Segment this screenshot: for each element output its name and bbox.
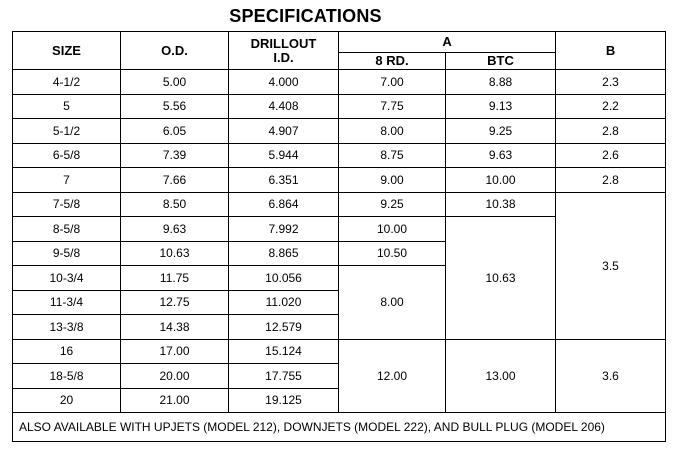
cell-size: 5-1/2 (13, 119, 121, 144)
cell-id: 5.944 (229, 143, 339, 168)
cell-id: 17.755 (229, 364, 339, 389)
header-drillout: DRILLOUT (250, 35, 317, 51)
cell-b: 2.2 (556, 94, 666, 119)
cell-id: 12.579 (229, 315, 339, 340)
cell-size: 18-5/8 (13, 364, 121, 389)
cell-b-merged: 3.6 (556, 339, 666, 413)
cell-btc: 9.13 (446, 94, 556, 119)
cell-od: 6.05 (121, 119, 229, 144)
cell-8rd-merged: 12.00 (339, 339, 446, 413)
cell-btc: 10.00 (446, 168, 556, 193)
cell-8rd: 10.50 (339, 241, 446, 266)
cell-od: 17.00 (121, 339, 229, 364)
cell-size: 8-5/8 (13, 217, 121, 242)
cell-size: 9-5/8 (13, 241, 121, 266)
cell-8rd: 8.00 (339, 119, 446, 144)
cell-od: 10.63 (121, 241, 229, 266)
availability-note: ALSO AVAILABLE WITH UPJETS (MODEL 212), DOWNJETS (MODEL 222), AND BULL PLUG (MODEL 206) (13, 413, 666, 442)
cell-8rd-merged: 8.00 (339, 266, 446, 340)
cell-od: 21.00 (121, 388, 229, 413)
cell-size: 6-5/8 (13, 143, 121, 168)
cell-8rd: 9.25 (339, 192, 446, 217)
cell-od: 5.00 (121, 70, 229, 95)
header-size: SIZE (13, 32, 121, 70)
cell-id: 4.907 (229, 119, 339, 144)
header-drillout-id (229, 32, 339, 70)
cell-id: 6.864 (229, 192, 339, 217)
cell-id: 6.351 (229, 168, 339, 193)
cell-size: 16 (13, 339, 121, 364)
cell-od: 9.63 (121, 217, 229, 242)
cell-btc: 9.63 (446, 143, 556, 168)
cell-btc-merged: 10.63 (446, 217, 556, 340)
note-row (13, 413, 666, 442)
cell-size: 7-5/8 (13, 192, 121, 217)
cell-id: 19.125 (229, 388, 339, 413)
table-row (13, 143, 666, 168)
cell-b-merged: 3.5 (556, 192, 666, 339)
cell-8rd: 7.75 (339, 94, 446, 119)
cell-b: 2.8 (556, 168, 666, 193)
table-row (13, 119, 666, 144)
cell-od: 8.50 (121, 192, 229, 217)
table-row (13, 70, 666, 95)
header-8rd: 8 RD. (339, 53, 446, 70)
cell-od: 5.56 (121, 94, 229, 119)
cell-8rd: 8.75 (339, 143, 446, 168)
cell-size: 5 (13, 94, 121, 119)
table-row (13, 94, 666, 119)
cell-btc: 9.25 (446, 119, 556, 144)
cell-size: 20 (13, 388, 121, 413)
header-a: A (339, 32, 556, 53)
cell-id: 10.056 (229, 266, 339, 291)
cell-size: 13-3/8 (13, 315, 121, 340)
cell-b: 2.6 (556, 143, 666, 168)
cell-size: 10-3/4 (13, 266, 121, 291)
cell-id: 15.124 (229, 339, 339, 364)
header-id: I.D. (273, 49, 294, 65)
cell-8rd: 7.00 (339, 70, 446, 95)
cell-id: 7.992 (229, 217, 339, 242)
header-od: O.D. (121, 32, 229, 70)
cell-od: 14.38 (121, 315, 229, 340)
cell-id: 4.408 (229, 94, 339, 119)
cell-b: 2.3 (556, 70, 666, 95)
cell-btc: 10.38 (446, 192, 556, 217)
table-row (13, 339, 666, 364)
cell-id: 11.020 (229, 290, 339, 315)
cell-od: 7.39 (121, 143, 229, 168)
cell-btc-merged: 13.00 (446, 339, 556, 413)
cell-od: 20.00 (121, 364, 229, 389)
cell-id: 4.000 (229, 70, 339, 95)
cell-size: 7 (13, 168, 121, 193)
header-btc: BTC (446, 53, 556, 70)
cell-8rd: 10.00 (339, 217, 446, 242)
table-row (13, 168, 666, 193)
page-title: SPECIFICATIONS (229, 6, 382, 26)
cell-8rd: 9.00 (339, 168, 446, 193)
table-row (13, 192, 666, 217)
cell-od: 12.75 (121, 290, 229, 315)
cell-btc: 8.88 (446, 70, 556, 95)
cell-od: 11.75 (121, 266, 229, 291)
cell-size: 4-1/2 (13, 70, 121, 95)
specifications-table (12, 31, 666, 442)
cell-id: 8.865 (229, 241, 339, 266)
header-b: B (556, 32, 666, 70)
cell-od: 7.66 (121, 168, 229, 193)
cell-size: 11-3/4 (13, 290, 121, 315)
cell-b: 2.8 (556, 119, 666, 144)
